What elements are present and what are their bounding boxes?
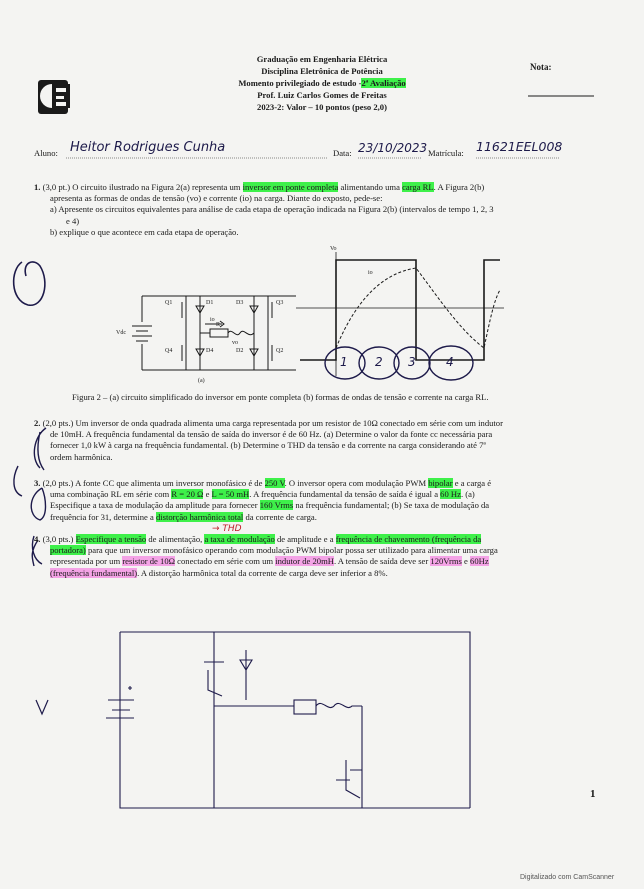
handwritten-circuit — [106, 632, 470, 808]
label-io-wave: io — [368, 270, 373, 276]
header-line-exam — [0, 78, 644, 88]
q4-line4: (frequência fundamental). A distorção harmônica total da corrente de carga deve ser inferior a 8%. — [50, 567, 388, 578]
waveform-figure — [296, 252, 504, 376]
margin-mark-q1 — [14, 262, 45, 305]
q1-highlight-load: carga RL — [402, 182, 434, 192]
vo-square-wave — [300, 260, 500, 360]
q1-item-b: b) explique o que acontece em cada etapa de operação. — [50, 226, 239, 237]
header-line-value: 2023-2: Valor – 10 pontos (peso 2,0) — [257, 102, 387, 112]
q2-line4: ordem harmônica. — [50, 451, 113, 462]
label-vo-wave: Vo — [330, 246, 337, 252]
stage-2: 2 — [375, 355, 383, 369]
q1-highlight-inverter: inversor em ponte completa — [242, 182, 339, 192]
label-d2: D2 — [236, 348, 244, 354]
data-label: Data: — [333, 148, 352, 158]
q3-line1: 3. (2,0 pts.) A fonte CC que alimenta um inversor monofásico é de 250 V. O inversor opera com modulação PWM bipolar e a carga é — [34, 478, 492, 488]
page-number: 1 — [590, 788, 596, 800]
exam-number: 2ª Avaliação — [361, 78, 406, 88]
margin-check — [36, 700, 48, 714]
header-line-discipline: Disciplina Eletrônica de Potência — [261, 66, 383, 76]
aluno-label: Aluno: — [34, 148, 58, 158]
stage-3: 3 — [408, 355, 416, 369]
label-q2: Q2 — [276, 348, 284, 354]
q4-line2: portadora) para que um inversor monofásico operando com modulação PWM bipolar possa ser utilizado para alimentar uma carga — [50, 545, 498, 556]
label-vo: vo — [232, 340, 238, 346]
question-2 — [34, 418, 600, 463]
matricula-label: Matrícula: — [428, 148, 464, 158]
q4-line1: 4. (3,0 pts.) Especifique a tensão de alimentação, a taxa de modulação de amplitude e a frequência de chaveamento (frequência da — [34, 534, 482, 544]
label-q4: Q4 — [165, 348, 173, 354]
q3-line4: frequência for 31, determine a distorção harmônica total da corrente de carga. — [50, 511, 317, 522]
q4-line3: representada por um resistor de 10Ω conectado em série com um indutor de 20mH. A tensão de saída deve ser 120Vrms e 60Hz — [50, 556, 489, 567]
label-io: io — [210, 317, 215, 323]
stage-1: 1 — [340, 355, 348, 369]
question-4 — [34, 534, 600, 579]
q3-thd-annotation: → THD — [212, 524, 242, 534]
q1-item-a: a) Apresente os circuitos equivalentes para análise de cada etapa de operação indicada na Figura 2(b) (intervalos de tempo 1, 2, 3 — [50, 204, 494, 215]
label-q1: Q1 — [165, 300, 173, 306]
nota-label: Nota: — [530, 62, 552, 72]
q2-line1: 2. (2,0 pts.) Um inversor de onda quadrada alimenta uma carga representada por um resistor de 10Ω conectado em série com um indutor — [34, 418, 503, 428]
logo-text: UE — [44, 117, 51, 122]
inverter-circuit-figure — [132, 296, 296, 370]
figure-caption: Figura 2 – (a) circuito simplificado do inversor em ponte completa (b) formas de ondas de tensão e corrente na carga RL. — [72, 392, 489, 402]
header-line-professor: Prof. Luiz Carlos Gomes de Freitas — [257, 90, 387, 100]
stage-4: 4 — [446, 355, 454, 369]
label-d1: D1 — [206, 300, 214, 306]
question-1 — [34, 182, 600, 238]
label-d4: D4 — [206, 348, 214, 354]
label-a: (a) — [198, 378, 205, 384]
label-vdc: Vdc — [116, 330, 126, 336]
header-line-course: Graduação em Engenharia Elétrica — [256, 54, 388, 64]
q1-line1: 1. (3,0 pt.) O circuito ilustrado na Figura 2(a) representa um inversor em ponte completa alimentando uma carga RL. A Figura 2(b) — [34, 182, 485, 192]
scanner-watermark: Digitalizado com CamScanner — [520, 874, 615, 881]
q3-line2: uma combinação RL em série com R = 20 Ω e L = 50 mH. A frequência fundamental da tensão de saída é igual a 60 Hz. (a) — [50, 489, 475, 500]
q1-item-a-cont: e 4) — [66, 215, 80, 226]
q2-line3: fornecer 1,0 kW à carga na frequência fundamental. (b) Determine o THD da tensão e da corrente na carga considerando até 7ª — [50, 440, 486, 451]
aluno-name-handwritten: Heitor Rodrigues Cunha — [70, 140, 226, 155]
matricula-value-handwritten: 11621EEL008 — [476, 139, 563, 154]
q2-line2: de 10mH. A frequência fundamental da tensão de saída do inversor é de 60 Hz. (a) Determine o valor da fonte cc necessária para — [50, 429, 493, 440]
q1-line2: apresenta as formas de ondas de tensão (vo) e corrente (io) na carga. Diante do exposto, pede-se: — [50, 193, 383, 204]
label-r: R — [216, 322, 221, 328]
margin-mark-q2b — [14, 466, 22, 496]
question-3 — [34, 478, 600, 523]
label-d3: D3 — [236, 300, 244, 306]
label-q3: Q3 — [276, 300, 284, 306]
exam-moment: Momento privilegiado de estudo - — [238, 78, 362, 88]
data-value-handwritten: 23/10/2023 — [358, 141, 428, 155]
q3-line3: Especifique a taxa de modulação da amplitude para fornecer 160 Vrms na frequência fundamental; (b) Se taxa de modulação da — [50, 500, 490, 511]
